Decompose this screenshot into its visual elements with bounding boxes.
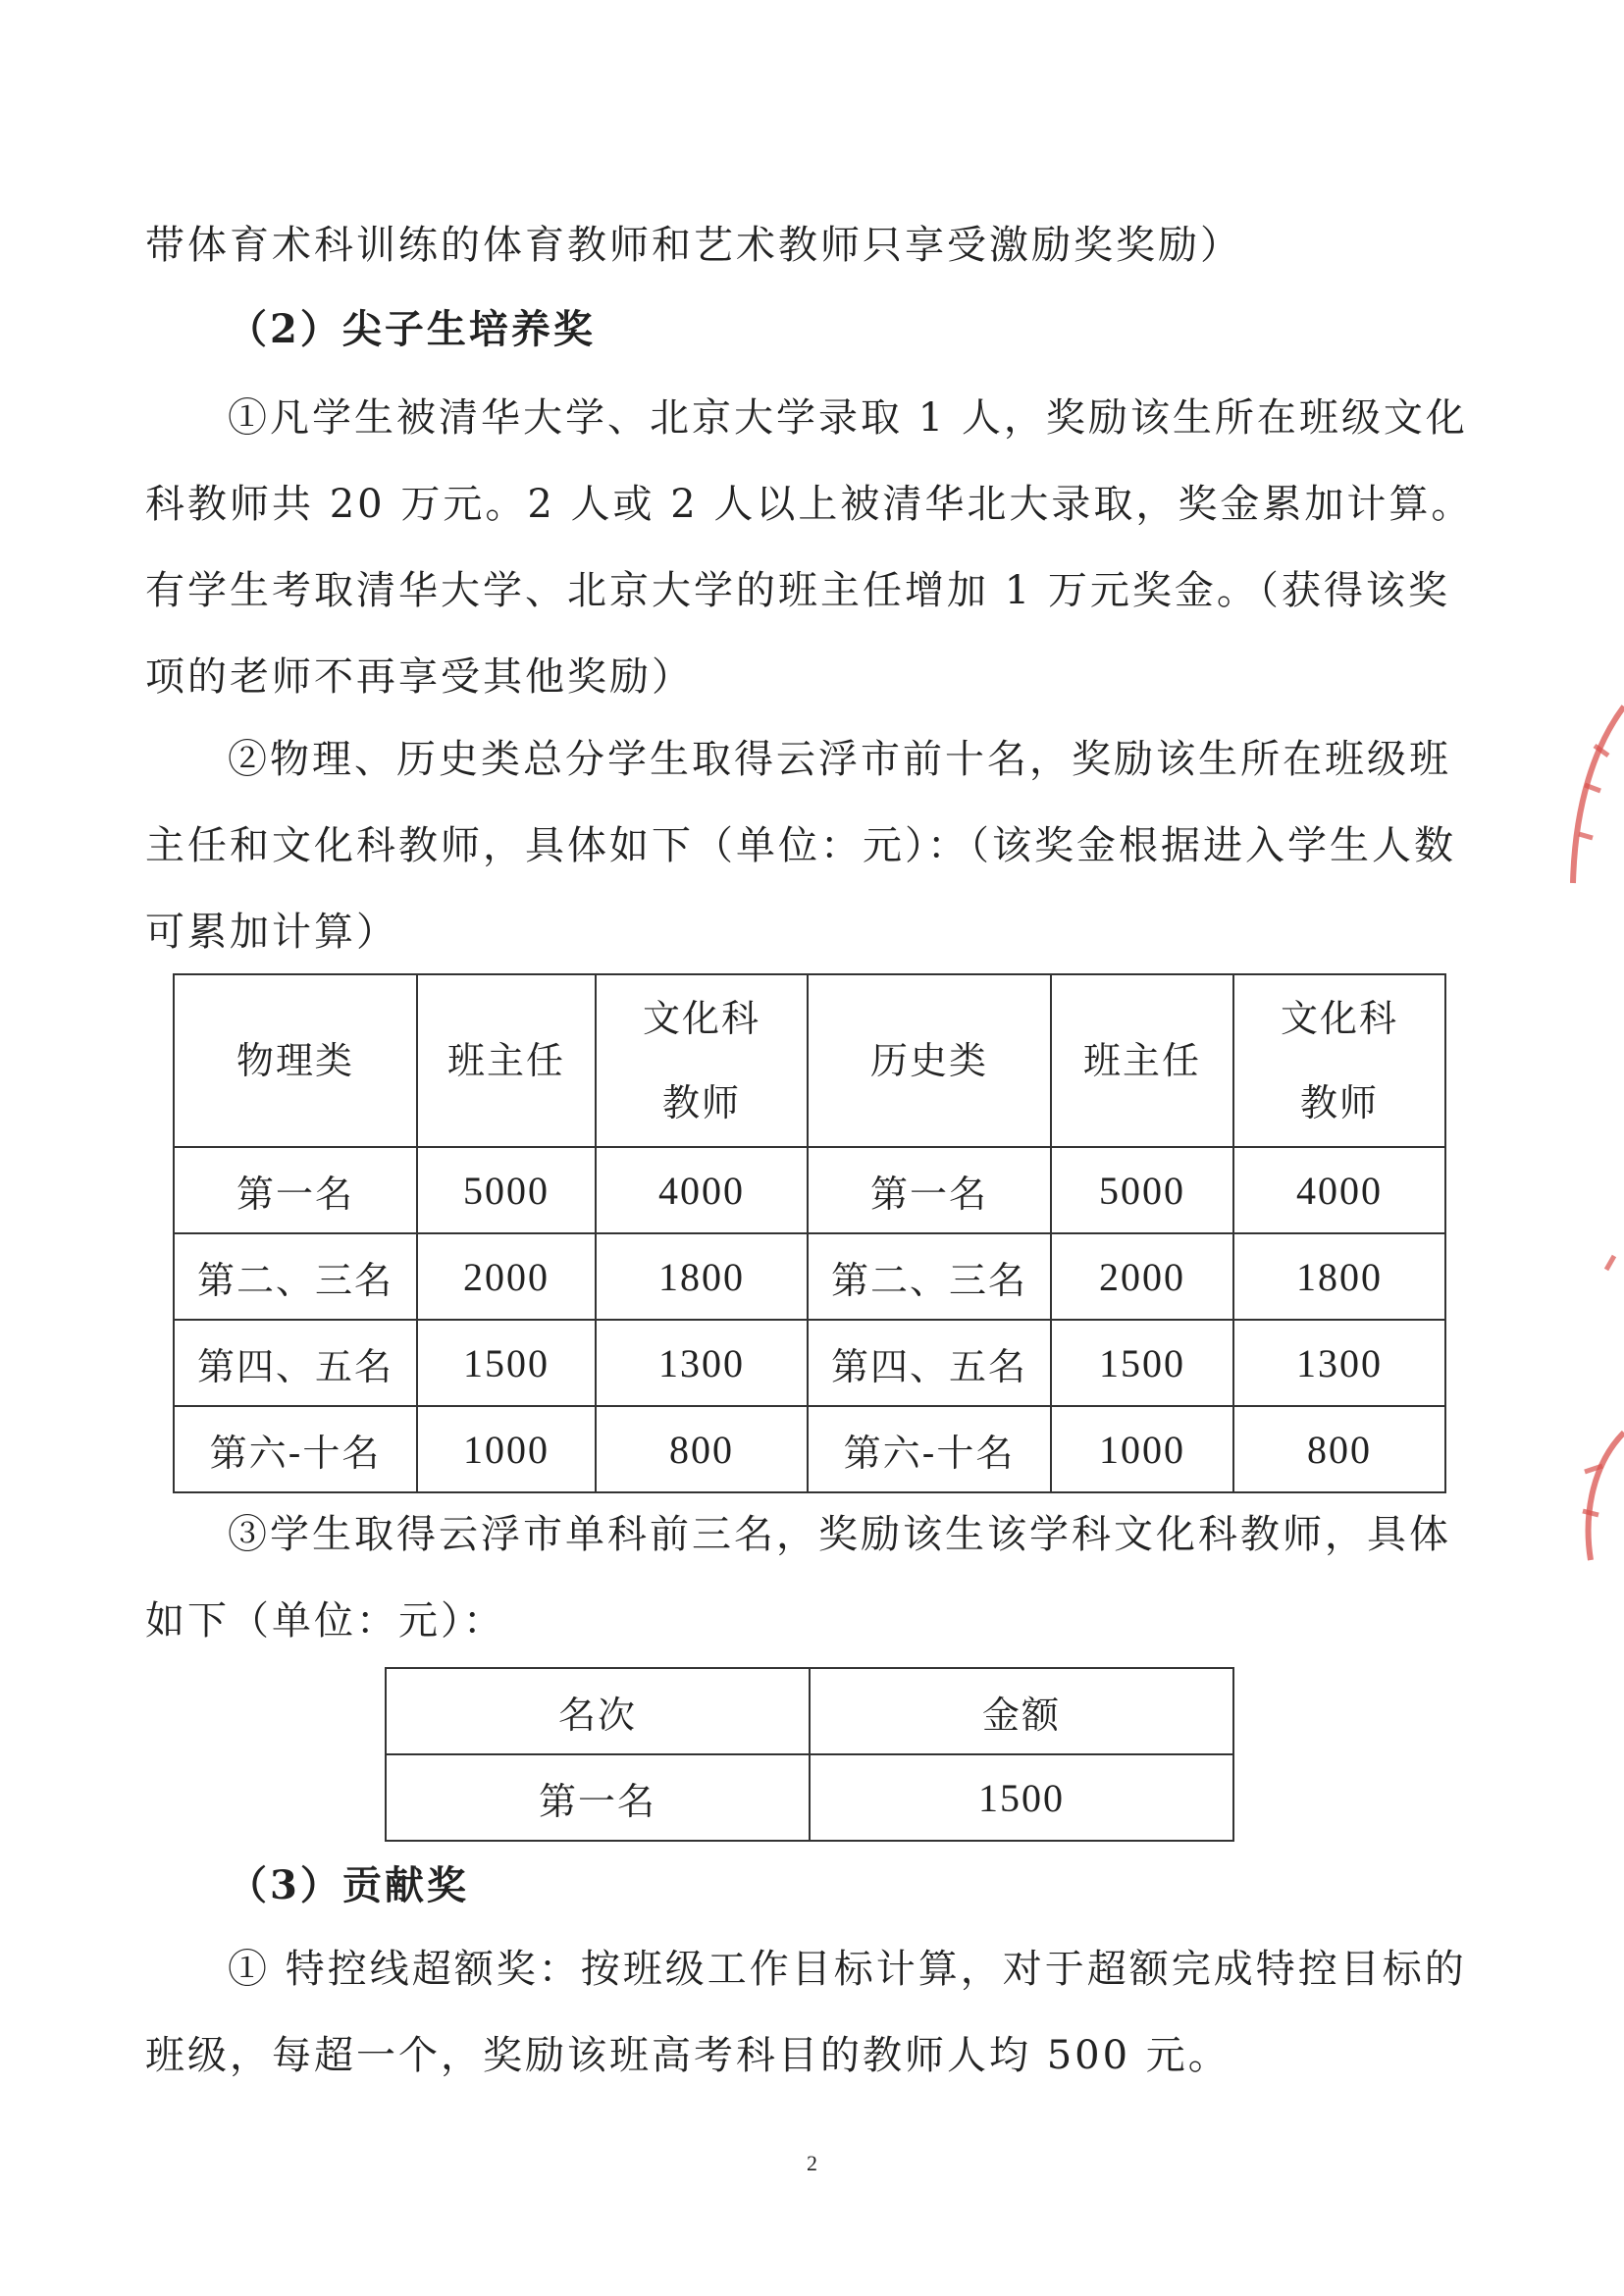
header-head-teacher: 班主任 — [417, 974, 596, 1147]
header-subject-teacher: 文化科教师 — [1233, 974, 1445, 1147]
paragraph-single-subject: ③学生取得云浮市单科前三名，奖励该生该学科文化科教师，具体如下（单位：元）： — [145, 1512, 1451, 1644]
rank-cell: 第六-十名 — [174, 1406, 417, 1492]
header-history: 历史类 — [808, 974, 1051, 1147]
amount-cell: 1500 — [1051, 1320, 1233, 1406]
amount-cell: 1000 — [417, 1406, 596, 1492]
table-row — [386, 1754, 1233, 1841]
paragraph-continuation: 带体育术科训练的体育教师和艺术教师只享受激励奖奖励） — [145, 223, 1242, 268]
page-number: 2 — [807, 2151, 817, 2175]
table-row — [174, 1320, 1445, 1406]
amount-cell: 4000 — [1233, 1147, 1445, 1233]
table-row — [174, 1406, 1445, 1492]
amount-cell: 2000 — [1051, 1233, 1233, 1320]
header-physics: 物理类 — [174, 974, 417, 1147]
amount-cell: 800 — [1233, 1406, 1445, 1492]
paragraph-tsinghua-peking: ①凡学生被清华大学、北京大学录取 1 人，奖励该生所在班级文化科教师共 20 万元。2 人或 2 人以上被清华北大录取，奖金累加计算。有学生考取清华大学、北京大学的班主任增加 1 万元奖金。（获得该奖项的老师不再享受其他奖励） — [145, 395, 1474, 700]
red-seal-edge-icon — [1555, 687, 1624, 1570]
single-subject-award-table — [385, 1667, 1234, 1842]
amount-cell: 1000 — [1051, 1406, 1233, 1492]
amount-cell: 4000 — [596, 1147, 808, 1233]
header-rank: 名次 — [386, 1668, 810, 1754]
amount-cell: 800 — [596, 1406, 808, 1492]
rank-cell: 第四、五名 — [808, 1320, 1051, 1406]
paragraph-top-ten: ②物理、历史类总分学生取得云浮市前十名，奖励该生所在班级班主任和文化科教师，具体如下（单位：元）：（该奖金根据进入学生人数可累加计算） — [145, 737, 1456, 955]
header-amount: 金额 — [810, 1668, 1233, 1754]
rank-cell: 第四、五名 — [174, 1320, 417, 1406]
table-row — [174, 1233, 1445, 1320]
top-ten-award-table — [173, 973, 1446, 1493]
paragraph-overquota: ① 特控线超额奖：按班级工作目标计算，对于超额完成特控目标的班级，每超一个，奖励该班高考科目的教师人均 500 元。 — [145, 1947, 1467, 2078]
rank-cell: 第一名 — [808, 1147, 1051, 1233]
header-head-teacher: 班主任 — [1051, 974, 1233, 1147]
amount-cell: 1300 — [596, 1320, 808, 1406]
heading-contribution-award: （3）贡献奖 — [228, 1862, 469, 1908]
rank-cell: 第一名 — [174, 1147, 417, 1233]
amount-cell: 1800 — [596, 1233, 808, 1320]
heading-top-student-award: （2）尖子生培养奖 — [228, 306, 596, 352]
amount-cell: 1500 — [417, 1320, 596, 1406]
amount-cell: 1800 — [1233, 1233, 1445, 1320]
rank-cell: 第二、三名 — [174, 1233, 417, 1320]
amount-cell: 1500 — [810, 1754, 1233, 1841]
amount-cell: 5000 — [417, 1147, 596, 1233]
rank-cell: 第六-十名 — [808, 1406, 1051, 1492]
header-subject-teacher: 文化科教师 — [596, 974, 808, 1147]
table-row — [174, 1147, 1445, 1233]
table-header-row — [386, 1668, 1233, 1754]
amount-cell: 5000 — [1051, 1147, 1233, 1233]
table-header-row — [174, 974, 1445, 1147]
amount-cell: 1300 — [1233, 1320, 1445, 1406]
amount-cell: 2000 — [417, 1233, 596, 1320]
rank-cell: 第一名 — [386, 1754, 810, 1841]
rank-cell: 第二、三名 — [808, 1233, 1051, 1320]
